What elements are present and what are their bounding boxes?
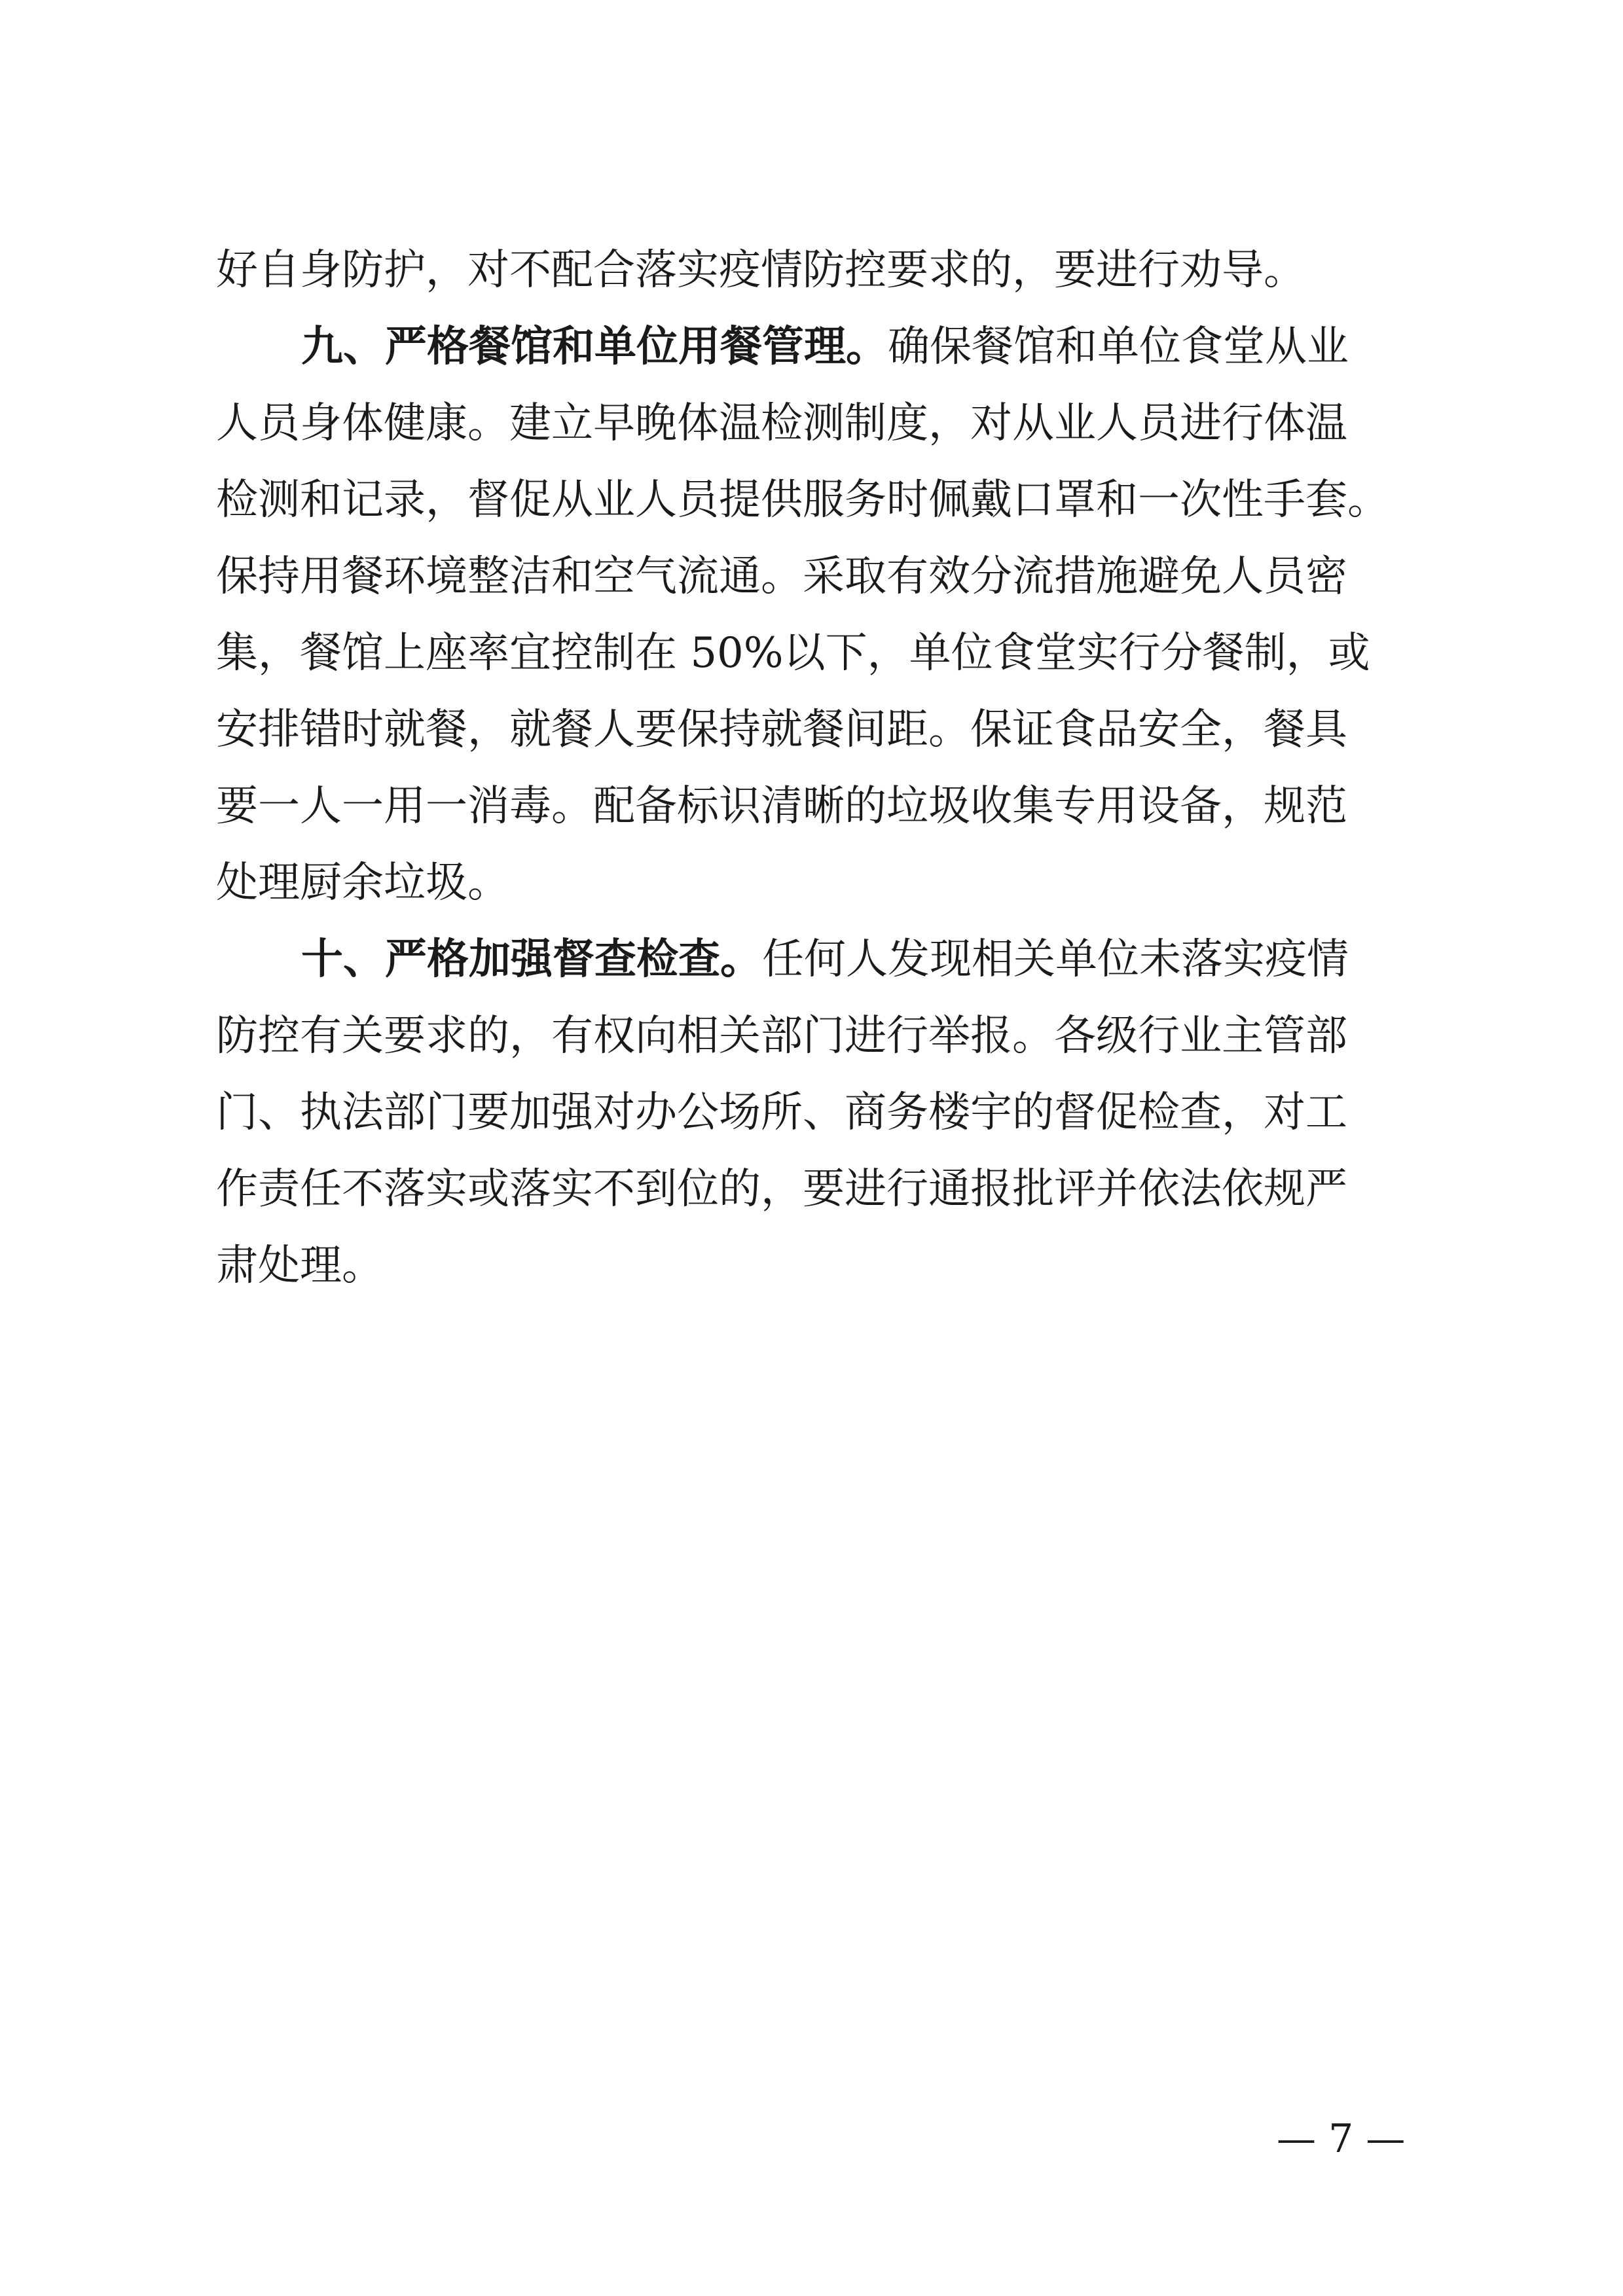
section-10-heading: 十、严格加强督查检查。 [301,935,762,984]
section-9-line: 人员身体健康。建立早晚体温检测制度，对从业人员进行体温 [216,399,1347,448]
section-9-line: 处理厨余垃圾。 [216,859,509,907]
section-9-heading: 九、严格餐馆和单位用餐管理。 [301,323,888,371]
section-10-line: 防控有关要求的，有权向相关部门进行举报。各级行业主管部 [216,1012,1347,1060]
section-9-line: 检测和记录，督促从业人员提供服务时佩戴口罩和一次性手套。 [216,476,1389,524]
section-9-line: 安排错时就餐，就餐人要保持就餐间距。保证食品安全，餐具 [216,706,1347,754]
page-number: — 7 — [1277,2116,1406,2162]
section-9-line: 要一人一用一消毒。配备标识清晰的垃圾收集专用设备，规范 [216,782,1347,831]
section-9-line: 保持用餐环境整洁和空气流通。采取有效分流措施避免人员密 [216,552,1347,601]
paragraph-line: 好自身防护，对不配合落实疫情防控要求的，要进行劝导。 [216,246,1305,295]
section-10-line: 门、执法部门要加强对办公场所、商务楼宇的督促检查，对工 [216,1088,1347,1137]
document-body [216,232,1414,1304]
section-9-line: 集，餐馆上座率宜控制在 50%以下，单位食堂实行分餐制，或 [216,629,1370,677]
section-9-intro-text: 确保餐馆和单位食堂从业 [888,323,1349,371]
section-10-line: 肃处理。 [216,1242,384,1290]
section-10-line: 作责任不落实或落实不到位的，要进行通报批评并依法依规严 [216,1165,1347,1213]
section-9-first-line [216,309,1414,386]
section-10-intro-text: 任何人发现相关单位未落实疫情 [762,935,1349,984]
section-10-first-line [216,922,1414,998]
